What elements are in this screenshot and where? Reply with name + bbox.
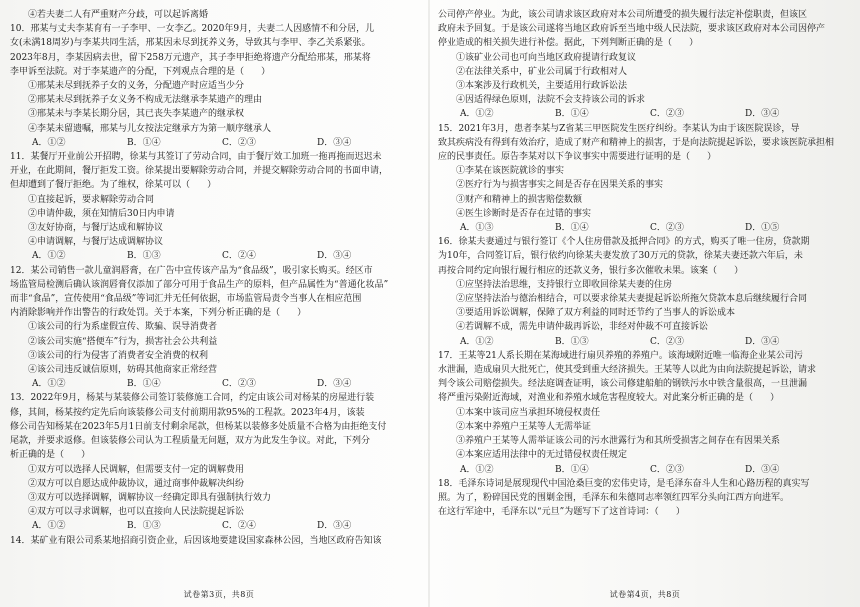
option-a: A．①② xyxy=(32,251,66,262)
text-line: ③双方可以选择调解，调解协议一经确定即具有强制执行效力 xyxy=(28,492,272,503)
text-line: ③友好协商，与餐厅达成和解协议 xyxy=(28,223,164,234)
answer-options xyxy=(10,377,428,391)
text-line: ④双方可以寻求调解，也可以直接向人民法院提起诉讼 xyxy=(28,507,245,518)
option-a: A．①② xyxy=(460,336,494,347)
question-stem: 14．某矿业有限公司系某地招商引资企业，后因该地要建设国家森林公园，当地区政府告知该 xyxy=(10,535,382,546)
page-4-footer: 试卷第4页，共8页 xyxy=(609,590,681,599)
page-3-footer: 试卷第3页，共8页 xyxy=(183,590,255,599)
option-a: A．①② xyxy=(32,137,66,148)
option-c: C．②③ xyxy=(650,464,684,475)
text-line: ①应坚持法治思维，支持银行立即收回徐某夫妻的住房 xyxy=(456,279,673,290)
text-line: 为10年，合同签订后，银行依约向徐某夫妻发放了30万元的贷款，徐某夫妻还款六年后，未 xyxy=(438,251,803,262)
text-line: 水泄漏，造成扇贝大批死亡，使其受到重大经济损失。王某等人以此为由向法院提起诉讼，请求 xyxy=(438,365,817,376)
text-line: ①该矿业公司也可向当地区政府提请行政复议 xyxy=(456,52,637,63)
question-stem: 12．某公司销售一款儿童润唇膏，在广告中宣传该产品为“食品级”，吸引家长购买。经区市 xyxy=(10,265,373,276)
answer-options xyxy=(438,107,852,121)
option-a: A．①② xyxy=(460,109,494,120)
question-stem: 10．邢某与丈夫李某育有一子李甲、一女李乙。2020年9月，夫妻二人因感情不和分居，儿 xyxy=(10,24,375,35)
text-line: 再按合同约定向银行履行相应的还款义务，银行多次催收未果。该案（ ） xyxy=(438,265,744,276)
text-line: 判令该公司赔偿损失。经法庭调查证明，该公司修建船舶的钢铁污水中铁含量很高，一旦泄漏 xyxy=(438,379,808,390)
text-line: ④医生诊断时是否存在过错的事实 xyxy=(456,208,592,219)
text-line: ③该公司的行为侵害了消费者安全消费的权利 xyxy=(28,350,209,361)
text-line: 女(未满18周岁)与李某共同生活，邢某因未尽到抚养义务，导致其与李甲、李乙关系紧张。 xyxy=(10,38,371,49)
text-line: 但却遭到了餐厅拒绝。为了维权，徐某可以（ ） xyxy=(10,180,217,191)
page-fold xyxy=(428,0,430,607)
text-line: ③养殖户王某等人需举证该公司的污水泄露行为和其所受损害之间存在有因果关系 xyxy=(456,436,781,447)
text-line: ④若夫妻二人有严重财产分歧，可以起诉离婚 xyxy=(28,10,209,20)
option-b: B．①④ xyxy=(127,379,161,390)
option-c: C．②③ xyxy=(650,336,684,347)
text-line: 修公司告知杨某在2023年5月1日前支付剩余尾款，但杨某以装修多处质量不合格为由拒绝支付 xyxy=(10,421,387,432)
text-line: 尾款，并要求返修。但该装修公司认为工程质量无问题，双方为此发生争议。对此，下列分 xyxy=(10,436,371,447)
option-d: D．①⑤ xyxy=(745,223,780,234)
text-line: ①李某在该医院就诊的事实 xyxy=(456,166,565,177)
option-d: D．③④ xyxy=(745,336,780,347)
question-stem: 13．2022年9月，杨某与某装修公司签订装修施工合同，约定由该公司对杨某的房屋进行装 xyxy=(10,393,375,404)
text-line: 公司停产停业。为此，该公司请求该区政府对本公司所遭受的损失履行法定补偿职责，但该区 xyxy=(438,10,808,20)
text-line: ②邢某未尽到抚养子女义务不构成无法继承李某遗产的理由 xyxy=(28,95,263,106)
text-line: ①邢某未尽到抚养子女的义务，分配遗产时应适当少分 xyxy=(28,81,245,92)
text-line: 政府未予回复。于是该公司遂将当地区政府诉至当地中级人民法院，要求该区政府对本公司因停产 xyxy=(438,24,826,35)
answer-options xyxy=(438,221,852,235)
option-a: A．①② xyxy=(32,521,66,532)
text-line: 停业造成的相关损失进行补偿。据此，下列判断正确的是（ ） xyxy=(438,38,699,49)
text-line: ②医疗行为与损害事实之间是否存在因果关系的事实 xyxy=(456,180,664,191)
text-line: ②应坚持法治与德治相结合，可以要求徐某夫妻提起诉讼所拖欠贷款本息后继续履行合同 xyxy=(456,294,808,305)
option-d: D．③④ xyxy=(745,109,780,120)
text-line: ①直接起诉，要求解除劳动合同 xyxy=(28,194,155,205)
text-line: ④因适得绿色原则，法院不会支持该公司的诉求 xyxy=(456,95,646,106)
text-line: 析正确的是（ ） xyxy=(10,450,91,461)
page-4-column xyxy=(438,8,852,604)
page-3-column xyxy=(10,8,428,604)
option-d: D．③④ xyxy=(317,137,352,148)
text-line: 2023年8月，李某因病去世，留下258万元遗产，其子李甲拒绝将遗产分配给邢某，邢某将 xyxy=(10,52,371,63)
option-c: C．②③ xyxy=(222,379,256,390)
text-line: 而非“食品”，宣传使用“食品级”等词汇并无任何依据，市场监管局责令当事人在相应范围 xyxy=(10,294,362,305)
text-line: ②本案中养殖户王某等人无需举证 xyxy=(456,421,592,432)
option-c: C．②③ xyxy=(650,223,684,234)
text-line: ④本案应适用法律中的无过错侵权责任规定 xyxy=(456,450,628,461)
text-line: 在这行军途中，毛泽东以“元旦”为题写下了这首诗词：（ ） xyxy=(438,507,685,518)
text-line: 场监管局检测后确认该润唇膏仅添加了部分可用于食品生产的原料，但产品属性为“普通化妆品” xyxy=(10,279,389,290)
answer-options xyxy=(10,249,428,263)
option-a: A．①② xyxy=(460,464,494,475)
question-stem: 18．毛泽东诗词是展现现代中国沧桑巨变的宏伟史诗，是毛泽东奋斗人生和心路历程的真实写 xyxy=(438,478,810,489)
answer-options xyxy=(10,136,428,150)
option-d: D．③④ xyxy=(745,464,780,475)
text-line: 致其疾病没有得到有效治疗，造成了财产和精神上的损害，于是向法院提起诉讼，要求该医院承担相 xyxy=(438,137,835,148)
option-d: D．③④ xyxy=(317,251,352,262)
option-b: B．①④ xyxy=(127,137,161,148)
answer-options xyxy=(10,519,428,533)
text-line: ①本案中该司应当承担环境侵权责任 xyxy=(456,407,601,418)
text-line: ②在法律关系中，矿业公司属于行政相对人 xyxy=(456,66,628,77)
answer-options xyxy=(438,335,852,349)
option-c: C．②③ xyxy=(650,109,684,120)
text-line: 照。为了，粉碎国民党的围剿金围，毛泽东和朱德同志率领红四军分头向江西方向进军。 xyxy=(438,492,790,503)
option-c: C．②③ xyxy=(222,137,256,148)
text-line: ③财产和精神上的损害赔偿数额 xyxy=(456,194,583,205)
option-c: C．②④ xyxy=(222,251,256,262)
answer-options xyxy=(438,463,852,477)
option-d: D．③④ xyxy=(317,521,352,532)
text-line: ①双方可以选择人民调解，但需要支付一定的调解费用 xyxy=(28,464,245,475)
text-line: 李甲诉至法院。对于李某遗产的分配，下列观点合理的是（ ） xyxy=(10,66,271,77)
option-b: B．①④ xyxy=(555,109,589,120)
text-line: ④李某未留遗嘱，邢某与儿女按法定继承方为第一顺序继承人 xyxy=(28,123,272,134)
text-line: ④该公司违反诚信原则，妨碍其他商家正常经营 xyxy=(28,365,218,376)
text-line: ④申请调解，与餐厅达成调解协议 xyxy=(28,237,164,248)
text-line: 内消除影响并作出警告的行政处罚。关于本案，下列分析正确的是（ ） xyxy=(10,308,307,319)
question-stem: 15．2021年3月，患者李某与Z省某三甲医院发生医疗纠纷。李某认为由于该医院误诊，导 xyxy=(438,123,800,134)
option-b: B．①④ xyxy=(555,464,589,475)
text-line: ②该公司实施“搭便车”行为，损害社会公共利益 xyxy=(28,336,218,347)
text-line: ②申请仲裁，须在知情后30日内申请 xyxy=(28,208,175,219)
text-line: ③邢某未与李某长期分居，其已丧失李某遗产的继承权 xyxy=(28,109,245,120)
option-a: A．①② xyxy=(32,379,66,390)
text-line: 应的民事责任。原告李某对以下争议事实中需要进行证明的是（ ） xyxy=(438,152,717,163)
question-stem: 16．徐某夫妻通过与银行签订《个人住房借款及抵押合同》的方式，购买了唯一住房，贷款期 xyxy=(438,237,810,248)
option-a: A．①③ xyxy=(460,223,494,234)
text-line: 修，其间，杨某按约定先后向该装修公司支付前期用款95%的工程款。2023年4月，该装 xyxy=(10,407,365,418)
option-b: B．①③ xyxy=(127,521,161,532)
option-b: B．①③ xyxy=(127,251,161,262)
option-b: B．①④ xyxy=(555,223,589,234)
option-d: D．③④ xyxy=(317,379,352,390)
text-line: 开业，在此期间，餐厅拒发工资。徐某提出要解除劳动合同，并提交解除劳动合同的书面申请， xyxy=(10,166,389,177)
text-line: ③本案涉及行政机关，主要适用行政诉讼法 xyxy=(456,81,628,92)
option-c: C．②④ xyxy=(222,521,256,532)
text-line: ①该公司的行为系虚假宣传、欺骗、误导消费者 xyxy=(28,322,218,333)
text-line: ②双方可以自愿达成仲裁协议，通过商事仲裁解决纠纷 xyxy=(28,478,245,489)
text-line: ③要适用诉讼调解，保障了双方利益的同时还节约了当事人的诉讼成本 xyxy=(456,308,736,319)
text-line: 将严重污染附近海域，对渔业和养殖水域危害程度较大。对此案分析正确的是（ ） xyxy=(438,393,780,404)
option-b: B．①③ xyxy=(555,336,589,347)
question-stem: 11．某餐厅开业前公开招聘，徐某与其签订了劳动合同，由于餐厅效工加班一拖再拖而迟迟未 xyxy=(10,152,382,163)
text-line: ④若调解不成，需先申请仲裁再诉讼，非经对仲裁不可直接诉讼 xyxy=(456,322,709,333)
question-stem: 17．王某等21人系长期在某海域进行扇贝养殖的养殖户。该海域附近唯一临海企业某公司污 xyxy=(438,350,803,361)
